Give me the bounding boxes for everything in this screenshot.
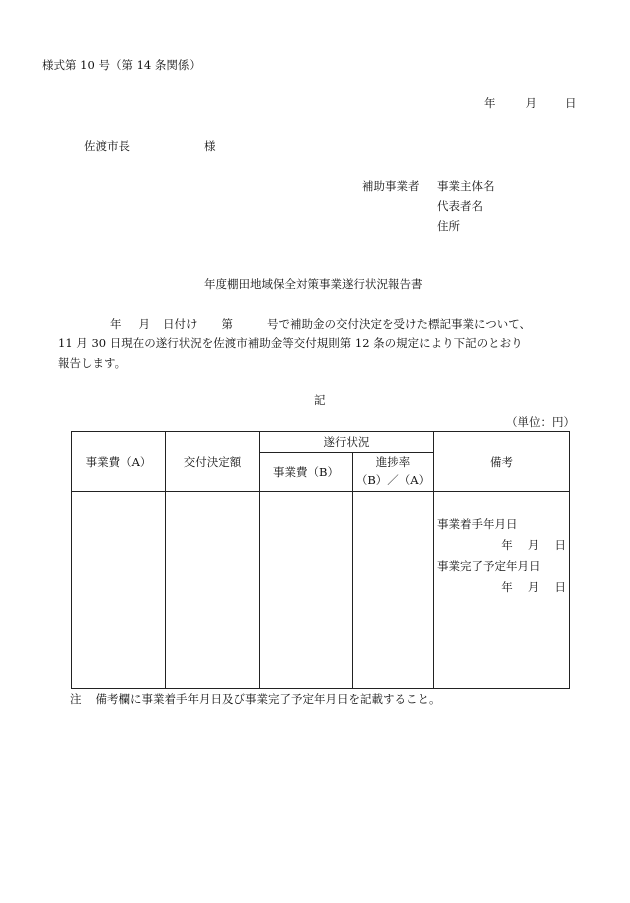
note-text: 備考欄に事業着手年月日及び事業完了予定年月日を記載すること。 — [95, 692, 441, 706]
applicant-label: 補助事業者 — [362, 179, 420, 193]
header-grant-decision: 交付決定額 — [166, 432, 260, 492]
header-project-cost-b: 事業費（B） — [260, 453, 353, 492]
applicant-address: 住所 — [437, 219, 460, 233]
cell-progress-rate[interactable] — [353, 492, 434, 689]
body-paragraph-line-1 — [58, 319, 531, 331]
remarks-end-date: 年 月 日 — [501, 580, 566, 594]
applicant-representative: 代表者名 — [437, 199, 483, 213]
header-remarks: 備考 — [434, 432, 570, 492]
note-label: 注 — [70, 692, 82, 706]
applicant-entity-name: 事業主体名 — [437, 179, 495, 193]
addressee-honorific: 様 — [204, 139, 216, 153]
header-progress-rate — [353, 453, 434, 492]
date-month: 月 — [525, 96, 537, 110]
remarks-start-label: 事業着手年月日 — [437, 517, 518, 531]
date-day: 日 — [565, 96, 577, 110]
unit-label: （単位：円） — [506, 415, 575, 429]
header-project-cost-a: 事業費（A） — [72, 432, 166, 492]
progress-rate-formula: （B）／（A） — [355, 473, 431, 487]
body-line1-rest: 号で補助金の交付決定を受けた標記事業について、 — [267, 317, 532, 331]
addressee-name: 佐渡市長 — [84, 139, 130, 153]
body-month: 月 — [138, 317, 150, 331]
body-day-suffix: 日付け — [163, 317, 198, 331]
body-year: 年 — [110, 317, 122, 331]
cell-grant-decision[interactable] — [166, 492, 260, 689]
form-number: 様式第 10 号（第 14 条関係） — [42, 58, 201, 72]
body-paragraph-line-3: 報告します。 — [58, 356, 127, 370]
cell-remarks[interactable] — [434, 492, 570, 689]
remarks-content — [434, 492, 569, 598]
date-year: 年 — [484, 96, 496, 110]
footnote — [70, 694, 441, 706]
submission-date — [484, 98, 577, 110]
progress-rate-label: 進捗率 — [375, 455, 411, 470]
body-dai: 第 — [221, 317, 233, 331]
remarks-start-date: 年 月 日 — [501, 538, 566, 552]
remarks-end-label: 事業完了予定年月日 — [437, 559, 541, 573]
ki-heading: 記 — [314, 393, 326, 407]
cell-project-cost-b[interactable] — [260, 492, 353, 689]
cell-project-cost-a[interactable] — [72, 492, 166, 689]
progress-status-table — [71, 431, 570, 689]
header-progress-status: 遂行状況 — [260, 432, 434, 453]
document-title: 年度棚田地域保全対策事業遂行状況報告書 — [204, 277, 423, 291]
addressee — [84, 141, 216, 153]
body-paragraph-line-2: 11 月 30 日現在の遂行状況を佐渡市補助金等交付規則第 12 条の規定により下記のとおり — [58, 336, 523, 350]
